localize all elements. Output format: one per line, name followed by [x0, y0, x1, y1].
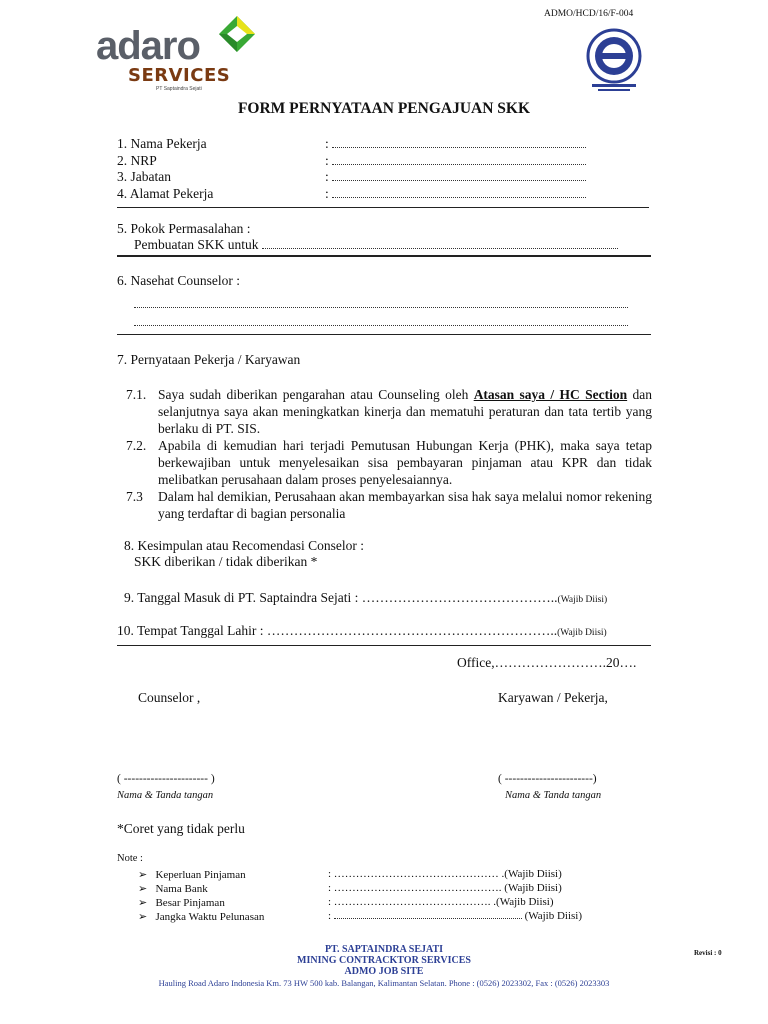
note-item: ➢ Nama Bank — [138, 883, 208, 895]
bullet-arrow-icon: ➢ — [138, 883, 148, 895]
counselor-role: Counselor , — [138, 690, 201, 705]
wajib-diisi-label: (Wajib Diisi) — [557, 628, 607, 638]
section-8 — [124, 538, 364, 570]
section-9[interactable] — [124, 589, 607, 607]
tempat-tanggal-lahir-label: 10. Tempat Tanggal Lahir : ……………………………………………………….. — [117, 623, 558, 638]
nama-pekerja-input[interactable] — [332, 137, 586, 148]
section-7-label: 7. Pernyataan Pekerja / Karyawan — [117, 352, 301, 367]
bullet-arrow-icon: ➢ — [138, 869, 148, 881]
counselor-signature-caption: Nama & Tanda tangan — [117, 790, 214, 801]
bullet-arrow-icon: ➢ — [138, 911, 148, 923]
office-date[interactable]: Office,…………………….20…. — [457, 655, 637, 670]
field-nama-pekerja-label: 1. Nama Pekerja — [117, 136, 207, 151]
keperluan-pinjaman-input[interactable]: : ……………………………………… .(Wajib Diisi) — [328, 868, 562, 880]
counselor-signature-line[interactable]: ( ---------------------- ) — [117, 773, 215, 785]
footer-company: PT. SAPTAINDRA SEJATI — [324, 944, 444, 955]
section-5 — [117, 221, 618, 253]
skk-decision[interactable]: SKK diberikan / tidak diberikan * — [134, 554, 318, 569]
logo-company-name: PT Saptaindra Sejati — [156, 86, 202, 92]
form-title: FORM PERNYATAAN PENGAJUAN SKK — [237, 100, 531, 117]
identity-fields — [117, 136, 213, 202]
section-5-label: 5. Pokok Permasalahan : — [117, 221, 251, 236]
item-7-3-text: Dalam hal demikian, Perusahaan akan membayarkan sisa hak saya melalui nomor rekening yang terdaftar di bagian personalia — [158, 489, 652, 521]
item-7-1-number: 7.1. — [126, 387, 147, 402]
footer-services: MINING CONTRACKTOR SERVICES — [297, 955, 471, 966]
besar-pinjaman-input[interactable]: : ……………………………………. .(Wajib Diisi) — [328, 896, 554, 908]
services-label: SERVICES — [128, 65, 231, 86]
revisi-label: Revisi : 0 — [694, 949, 722, 957]
wajib-diisi-label: (Wajib Diisi) — [557, 595, 608, 605]
atasan-hc-section: Atasan saya / HC Section — [473, 387, 628, 402]
field-alamat-label: 4. Alamat Pekerja — [117, 185, 214, 201]
jabatan-input[interactable] — [332, 170, 586, 181]
field-nrp-label: 2. NRP — [117, 152, 157, 168]
jangka-waktu-input[interactable]: : (Wajib Diisi) — [328, 910, 583, 922]
identity-values: : : : : — [325, 136, 586, 202]
divider — [117, 334, 651, 335]
karyawan-role: Karyawan / Pekerja, — [498, 690, 608, 705]
footer — [0, 944, 768, 977]
company-logo — [96, 26, 200, 66]
nasehat-line-1[interactable] — [134, 295, 628, 313]
item-7-2-text: Apabila di kemudian hari terjadi Pemutusan Hubungan Kerja (PHK), maka saya tetap berkewajiban untuk menyelesaikan sisa pembayaran pinjaman atau KPR dan tidak melibatkan perusahaan dalam proses penyelesaiannya. — [158, 438, 652, 487]
section-10[interactable] — [117, 622, 607, 640]
iso-certification-seal-icon — [582, 26, 646, 94]
nrp-input[interactable] — [332, 154, 586, 165]
footer-site: ADMO JOB SITE — [344, 966, 424, 977]
footer-address: Hauling Road Adaro Indonesia Km. 73 HW 500 kab. Balangan, Kalimantan Selatan. Phone : (0526) 2023302, Fax : (0526) 2023303 — [158, 978, 610, 988]
adaro-leaf-icon — [215, 12, 259, 64]
item-7-3-number: 7.3 — [126, 489, 143, 504]
nasehat-line-2[interactable] — [134, 313, 628, 331]
strike-note: *Coret yang tidak perlu — [117, 821, 245, 836]
karyawan-signature-caption: Nama & Tanda tangan — [505, 790, 602, 801]
section-6-label: 6. Nasehat Counselor : — [117, 273, 240, 288]
alamat-input[interactable] — [332, 187, 586, 198]
field-jabatan-label: 3. Jabatan — [117, 169, 171, 184]
note-item: ➢ Jangka Waktu Pelunasan — [138, 911, 265, 923]
item-7-1-text: Saya sudah diberikan pengarahan atau Counseling oleh Atasan saya / HC Section dan selanjutnya saya akan meningkatkan kinerja dan mematuhi peraturan dan tata tertib yang berlaku di PT. SIS. — [158, 387, 652, 436]
section-8-label: 8. Kesimpulan atau Recomendasi Conselor : — [124, 538, 364, 553]
item-7-2-number: 7.2. — [126, 438, 147, 453]
pokok-permasalahan-input[interactable] — [262, 238, 618, 249]
note-item: ➢ Besar Pinjaman — [138, 897, 225, 909]
bullet-arrow-icon: ➢ — [138, 897, 148, 909]
divider — [117, 645, 651, 646]
karyawan-signature-line[interactable]: ( -----------------------) — [498, 773, 597, 785]
nama-bank-input[interactable]: : ………………………………………. (Wajib Diisi) — [328, 882, 562, 894]
divider — [117, 207, 649, 208]
document-code: ADMO/HCD/16/F-004 — [544, 9, 634, 19]
note-label: Note : — [117, 853, 143, 864]
section-5-line: Pembuatan SKK untuk — [134, 237, 259, 252]
divider — [117, 255, 651, 257]
note-item: ➢ Keperluan Pinjaman — [138, 869, 246, 881]
tanggal-masuk-label: 9. Tanggal Masuk di PT. Saptaindra Sejati : …………………………………….. — [124, 590, 558, 605]
logo-wordmark: adaro — [96, 24, 200, 68]
